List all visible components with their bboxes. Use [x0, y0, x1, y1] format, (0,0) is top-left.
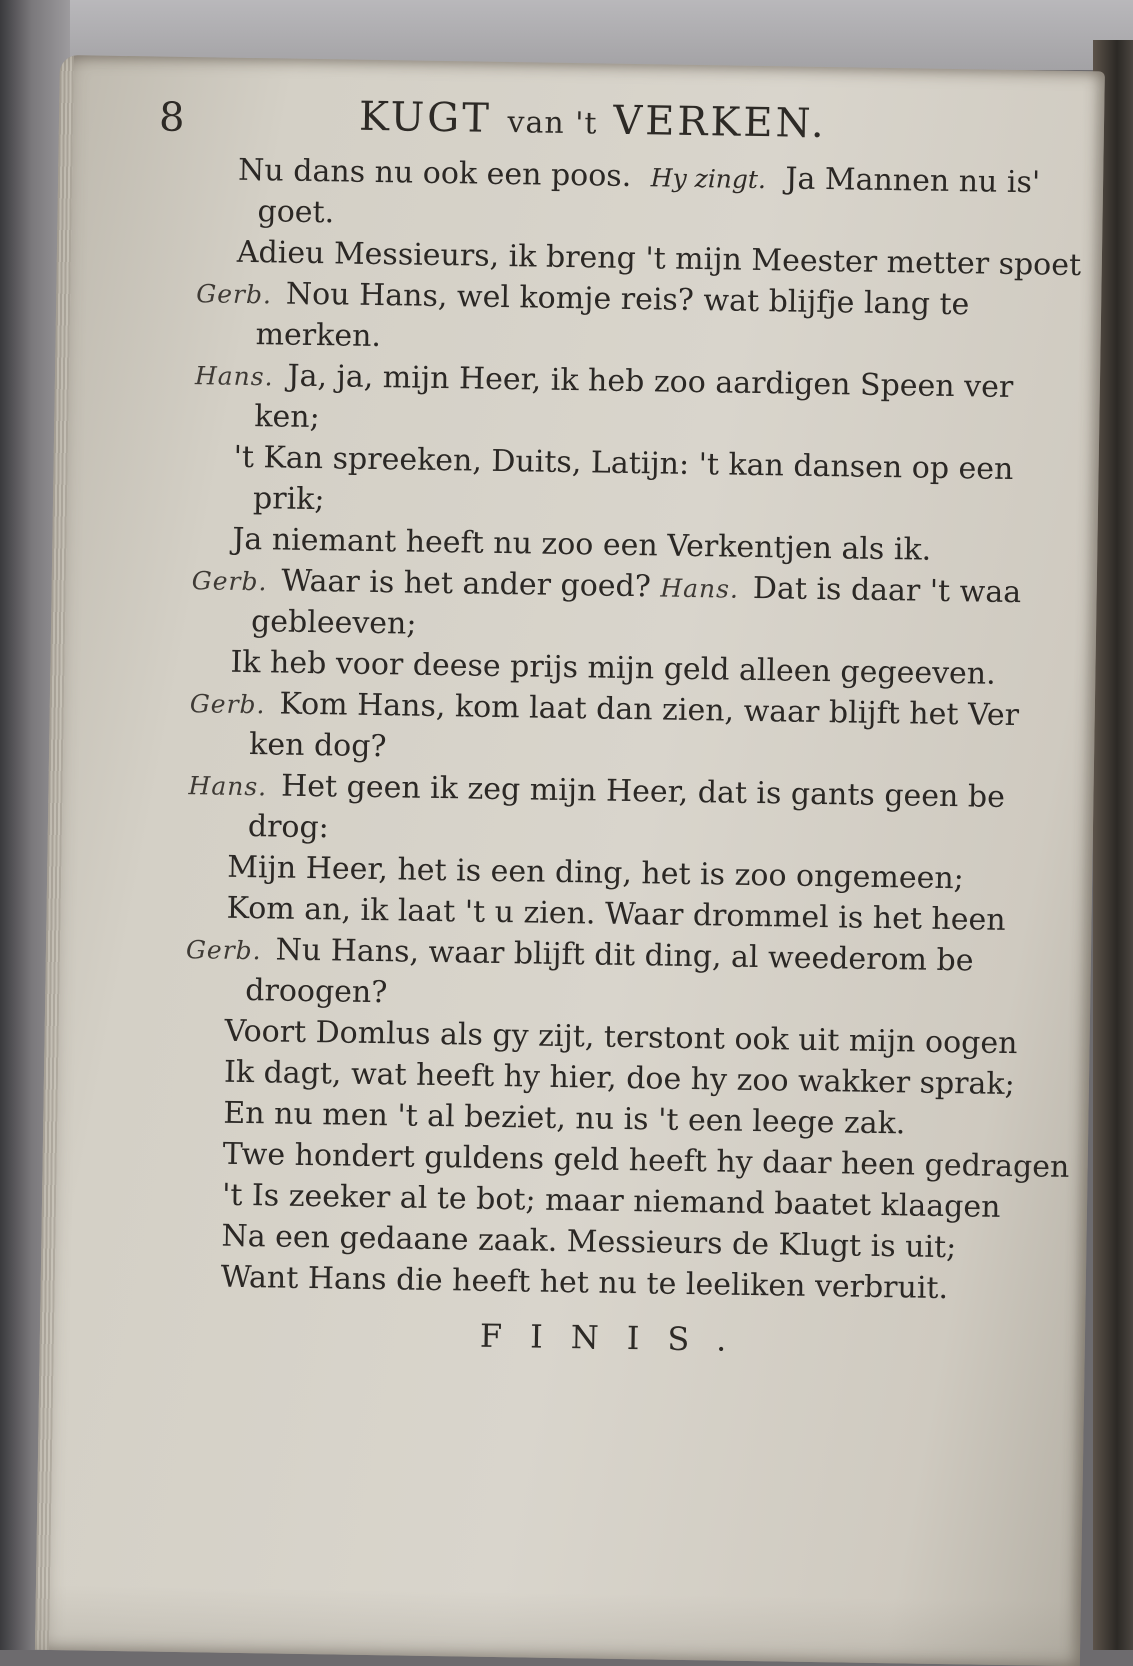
running-title-main-b: VERKEN.: [612, 97, 828, 148]
line-text: Nu Hans, waar blijft dit ding, al weederom be: [275, 932, 974, 979]
line-text: merken.: [255, 317, 382, 355]
line-text: Twe hondert guldens geld heeft hy daar heen gedragen: [222, 1136, 1070, 1185]
line-text: ken;: [254, 399, 320, 436]
speaker-name: Hans.: [660, 573, 740, 604]
speaker-name: Gerb.: [191, 566, 268, 597]
line-text: Nou Hans, wel komje reis? wat blijfje lang te: [285, 276, 970, 323]
book-page: [35, 55, 1105, 1666]
line-text: En nu men 't al beziet, nu is 't een leege zak.: [223, 1095, 906, 1142]
line-text: Ja Mannen nu is': [775, 161, 1041, 201]
line-text: Want Hans die heeft het nu te leeliken verbruit.: [220, 1259, 949, 1307]
line-text: droogen?: [245, 973, 388, 1011]
line-text: Kom an, ik laat 't u zien. Waar drommel is het heen: [226, 890, 1006, 938]
line-text: Mijn Heer, het is een ding, het is zoo ongemeen;: [226, 849, 965, 897]
running-title-small: van 't: [507, 105, 598, 142]
play-text: [181, 149, 1099, 1311]
line-text: Het geen ik zeg mijn Heer, dat is gants geen be: [280, 768, 1006, 815]
line-text: prik;: [252, 481, 325, 518]
speaker-name: Gerb.: [196, 279, 273, 310]
line-text: Voort Domlus als gy zijt, terstont ook uit mijn oogen: [224, 1013, 1018, 1062]
line-text: Waar is het ander goed?: [281, 563, 661, 605]
line-text: Nu dans nu ook een poos.: [237, 152, 642, 195]
line-text: 't Kan spreeken, Duits, Latijn: 't kan dansen op een: [233, 439, 1014, 488]
page-number: 8: [158, 94, 185, 141]
speaker-name: Gerb.: [189, 689, 266, 720]
line-text: Na een gedaane zaak. Messieurs de Klugt is uit;: [221, 1218, 957, 1266]
speaker-name: Gerb.: [185, 935, 262, 966]
running-title: [359, 94, 827, 147]
line-text: Ja niemant heeft nu zoo een Verkentjen als ik.: [232, 521, 932, 568]
line-text: goet.: [257, 194, 335, 231]
running-title-main-a: KUGT: [358, 93, 493, 142]
stage-direction: Hy zingt.: [650, 163, 767, 195]
finis: FINIS.: [479, 1316, 755, 1360]
line-text: Kom Hans, kom laat dan zien, waar blijft het Ver: [279, 686, 1020, 734]
line-text: Ja, ja, mijn Heer, ik heb zoo aardigen Speen ver: [287, 358, 1014, 406]
line-text: drog:: [247, 809, 330, 846]
line-text: Ik heb voor deese prijs mijn geld alleen gegeeven.: [230, 644, 996, 692]
page-stain: [35, 1585, 1081, 1666]
line-text: Ik dagt, wat heeft hy hier, doe hy zoo wakker sprak;: [223, 1054, 1015, 1103]
line-text: Dat is daar 't waa: [752, 570, 1022, 611]
line-text: Adieu Messieurs, ik breng 't mijn Meester metter spoet: [236, 234, 1082, 284]
page-header: [159, 87, 1060, 161]
line-text: ken dog?: [248, 727, 387, 765]
speaker-name: Hans.: [194, 361, 274, 392]
speaker-name: Hans.: [188, 771, 268, 802]
line-text: 't Is zeeker al te bot; maar niemand baatet klaagen: [221, 1177, 1001, 1225]
line-text: gebleeven;: [250, 604, 417, 642]
